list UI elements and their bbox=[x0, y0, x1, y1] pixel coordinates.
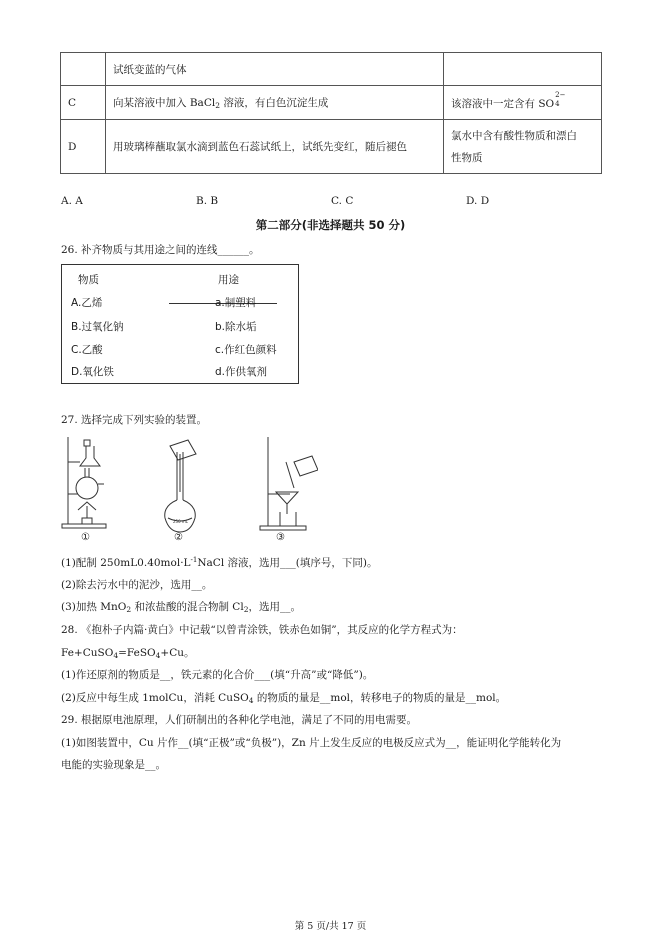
flask-label: 250 mL bbox=[173, 519, 189, 524]
q27-part3: (3)加热 MnO$_2$ 和浓盐酸的混合物制 $Cl_2$，选用__。 bbox=[61, 601, 301, 614]
apparatus-2-icon bbox=[165, 440, 196, 532]
apparatus-2-label: ② bbox=[174, 532, 183, 543]
page-footer: 第 5 页/共 17 页 bbox=[294, 921, 367, 932]
apparatus-1-label: ① bbox=[81, 532, 90, 543]
q29-stem: 29. 根据原电池原理，人们研制出的各种化学电池，满足了不同的用电需要。 bbox=[61, 714, 418, 726]
choice-a: A. A bbox=[61, 195, 83, 207]
apparatus-figure bbox=[58, 432, 318, 542]
q28-part2: (2)反应中每生成 1molCu，消耗 CuSO$_4$ 的物质的量是__mol，转移电子的物质的量是__mol。 bbox=[61, 692, 507, 705]
q28-part1: (1)作还原剂的物质是__，铁元素的化合价___(填“升高”或“降低”)。 bbox=[61, 669, 374, 681]
substance-c: C.乙酸 bbox=[71, 344, 103, 356]
option-cell: D bbox=[61, 120, 106, 174]
use-b: b.除水垢 bbox=[215, 321, 257, 333]
q27-part1: (1)配制 $250mL0.40mol\cdot L^{-1}NaCl$ 溶液，选用___(填序号，下同)。 bbox=[61, 556, 378, 569]
section-title: 第二部分(非选择题共 50 分) bbox=[255, 218, 406, 232]
q29-part1-line1: (1)如图装置中，Cu 片作__(填“正极”或“负极”)，Zn 片上发生反应的电极反应式为__，能证明化学能转化为 bbox=[61, 737, 562, 749]
q28-equation: Fe+CuSO$_4$=FeSO$_4$+Cu。 bbox=[61, 647, 195, 660]
sulfate-ion-script: 2− 4 bbox=[555, 90, 566, 108]
q27-part2: (2)除去污水中的泥沙，选用__。 bbox=[61, 579, 213, 591]
conclusion-cell bbox=[444, 53, 602, 86]
q26-stem: 26. 补齐物质与其用途之间的连线______。 bbox=[61, 244, 260, 256]
apparatus-3-icon bbox=[260, 437, 318, 530]
table-row bbox=[61, 86, 602, 120]
experiment-cell: 用玻璃棒蘸取氯水滴到蓝色石蕊试纸上，试纸先变红，随后褪色 bbox=[106, 120, 444, 174]
choice-c: C. C bbox=[331, 195, 354, 207]
q27-stem: 27. 选择完成下列实验的装置。 bbox=[61, 414, 208, 426]
options-table bbox=[60, 52, 602, 174]
experiment-cell: 向某溶液中加入 BaCl$_2$ 溶液，有白色沉淀生成 bbox=[106, 86, 444, 120]
header-right: 用途 bbox=[218, 274, 239, 286]
apparatus-1-icon bbox=[62, 437, 106, 528]
substance-b: B.过氧化钠 bbox=[71, 321, 124, 333]
choice-b: B. B bbox=[196, 195, 219, 207]
q28-stem: 28. 《抱朴子内篇·黄白》中记载“以曾青涂铁，铁赤色如铜”，其反应的化学方程式为： bbox=[61, 624, 463, 636]
experiment-cell: 试纸变蓝的气体 bbox=[106, 53, 444, 86]
use-c: c.作红色颜料 bbox=[215, 344, 277, 356]
header-left: 物质 bbox=[78, 274, 99, 286]
use-d: d.作供氧剂 bbox=[215, 366, 268, 378]
conclusion-cell: 氯水中含有酸性物质和漂白 性物质 bbox=[444, 120, 602, 174]
conclusion-cell: 该溶液中一定含有 SO 2− 4 bbox=[444, 86, 602, 120]
substance-a: A.乙烯 bbox=[71, 297, 103, 309]
choice-d: D. D bbox=[466, 195, 490, 207]
q29-part1-line2: 电能的实验现象是__。 bbox=[61, 759, 166, 771]
apparatus-3-label: ③ bbox=[276, 532, 285, 543]
matching-box bbox=[61, 264, 299, 384]
use-a: a.制塑料 bbox=[215, 297, 257, 309]
option-cell: C bbox=[61, 86, 106, 120]
substance-d: D.氧化铁 bbox=[71, 366, 114, 378]
table-row bbox=[61, 120, 602, 174]
table-row bbox=[61, 53, 602, 86]
